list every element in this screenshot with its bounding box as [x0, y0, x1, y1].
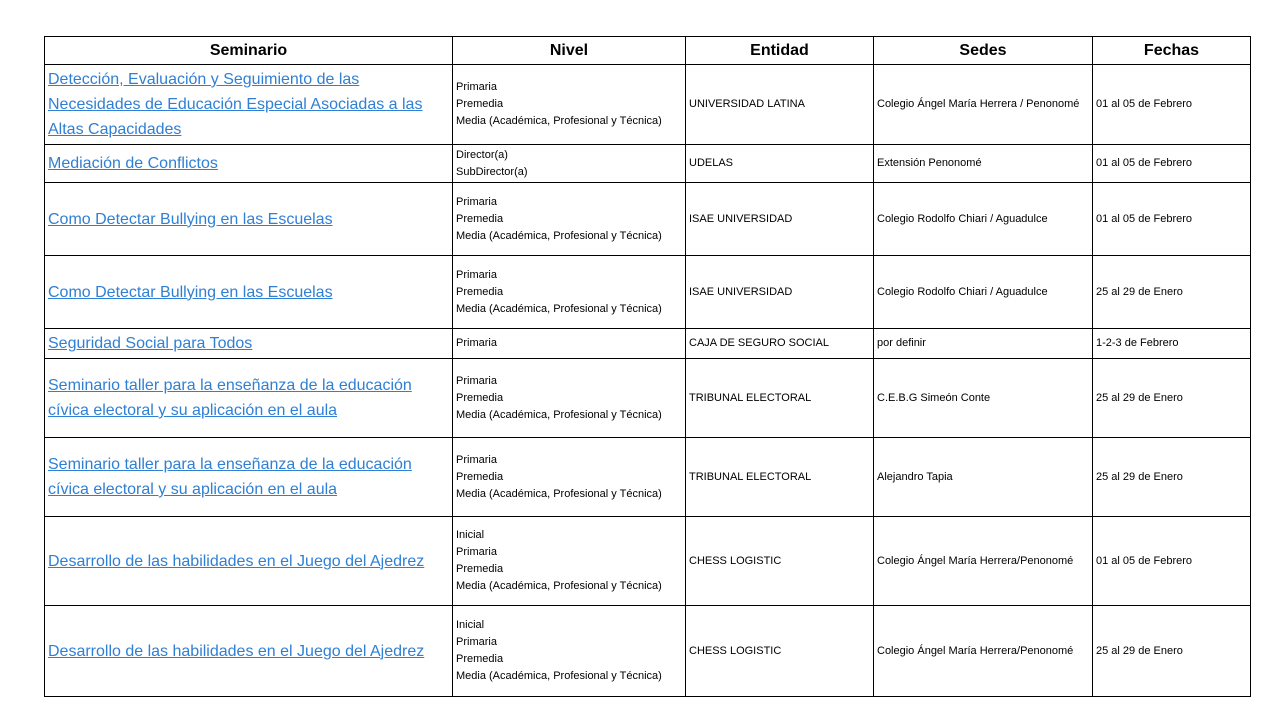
entidad-cell: UDELAS	[686, 145, 874, 183]
entidad-cell: CHESS LOGISTIC	[686, 606, 874, 697]
table-row	[45, 359, 1251, 438]
nivel-item: Media (Académica, Profesional y Técnica)	[456, 580, 662, 592]
seminario-link[interactable]: Detección, Evaluación y Seguimiento de las Necesidades de Educación Especial Asociadas a las Altas Capacidades	[48, 71, 423, 138]
nivel-item: Primaria	[456, 81, 497, 93]
seminario-cell	[45, 517, 453, 606]
header-entidad: Entidad	[686, 37, 874, 65]
seminario-link[interactable]: Seminario taller para la enseñanza de la educación cívica electoral y su aplicación en el aula	[48, 377, 412, 419]
sede-cell: Colegio Ángel María Herrera / Penonomé	[874, 65, 1093, 145]
sede-cell: Colegio Ángel María Herrera/Penonomé	[874, 606, 1093, 697]
fecha-cell: 25 al 29 de Enero	[1093, 359, 1251, 438]
entidad-cell: UNIVERSIDAD LATINA	[686, 65, 874, 145]
seminario-cell	[45, 438, 453, 517]
seminario-cell	[45, 183, 453, 256]
seminario-link[interactable]: Como Detectar Bullying en las Escuelas	[48, 283, 333, 301]
nivel-item: Premedia	[456, 653, 504, 665]
header-fechas: Fechas	[1093, 37, 1251, 65]
fecha-cell: 01 al 05 de Febrero	[1093, 517, 1251, 606]
sede-cell: por definir	[874, 329, 1093, 359]
sede-cell: Colegio Rodolfo Chiari / Aguadulce	[874, 183, 1093, 256]
nivel-item: Inicial	[456, 619, 485, 631]
table-row	[45, 65, 1251, 145]
seminario-link[interactable]: Mediación de Conflictos	[48, 155, 218, 172]
header-sedes: Sedes	[874, 37, 1093, 65]
nivel-item: Primaria	[456, 453, 497, 466]
table-row	[45, 517, 1251, 606]
nivel-cell	[453, 145, 686, 183]
seminario-link[interactable]: Desarrollo de las habilidades en el Juego del Ajedrez	[48, 642, 425, 660]
entidad-cell: TRIBUNAL ELECTORAL	[686, 359, 874, 438]
nivel-cell	[453, 329, 686, 359]
entidad-cell: CHESS LOGISTIC	[686, 517, 874, 606]
nivel-item: Primaria	[456, 195, 497, 208]
seminario-cell	[45, 65, 453, 145]
nivel-item: Primaria	[456, 546, 497, 558]
nivel-item: Primaria	[456, 268, 497, 281]
fecha-cell: 25 al 29 de Enero	[1093, 256, 1251, 329]
fecha-cell: 01 al 05 de Febrero	[1093, 183, 1251, 256]
nivel-cell	[453, 517, 686, 606]
nivel-item: Media (Académica, Profesional y Técnica)	[456, 115, 662, 127]
nivel-cell	[453, 256, 686, 329]
entidad-cell: TRIBUNAL ELECTORAL	[686, 438, 874, 517]
nivel-item: SubDirector(a)	[456, 165, 528, 178]
seminario-cell	[45, 145, 453, 183]
seminario-cell	[45, 359, 453, 438]
nivel-cell	[453, 183, 686, 256]
nivel-cell	[453, 606, 686, 697]
nivel-cell	[453, 438, 686, 517]
nivel-item: Premedia	[456, 212, 504, 225]
header-nivel: Nivel	[453, 37, 686, 65]
seminario-link[interactable]: Seguridad Social para Todos	[48, 335, 253, 352]
fecha-cell: 01 al 05 de Febrero	[1093, 65, 1251, 145]
entidad-cell: ISAE UNIVERSIDAD	[686, 256, 874, 329]
fecha-cell: 1-2-3 de Febrero	[1093, 329, 1251, 359]
nivel-item: Media (Académica, Profesional y Técnica)	[456, 670, 662, 682]
entidad-cell: CAJA DE SEGURO SOCIAL	[686, 329, 874, 359]
nivel-item: Primaria	[456, 374, 497, 387]
table-row	[45, 606, 1251, 697]
nivel-item: Media (Académica, Profesional y Técnica)	[456, 487, 662, 500]
sede-cell: Colegio Ángel María Herrera/Penonomé	[874, 517, 1093, 606]
sede-cell: Alejandro Tapia	[874, 438, 1093, 517]
seminario-cell	[45, 329, 453, 359]
header-seminario: Seminario	[45, 37, 453, 65]
table-row	[45, 256, 1251, 329]
nivel-item: Premedia	[456, 563, 504, 575]
seminar-table	[44, 36, 1251, 697]
nivel-item: Primaria	[456, 337, 497, 349]
table-row	[45, 183, 1251, 256]
sede-cell: Colegio Rodolfo Chiari / Aguadulce	[874, 256, 1093, 329]
seminario-link[interactable]: Como Detectar Bullying en las Escuelas	[48, 210, 333, 228]
seminario-link[interactable]: Seminario taller para la enseñanza de la educación cívica electoral y su aplicación en el aula	[48, 456, 412, 498]
table-row	[45, 145, 1251, 183]
seminario-link[interactable]: Desarrollo de las habilidades en el Juego del Ajedrez	[48, 552, 425, 570]
nivel-item: Premedia	[456, 391, 504, 404]
nivel-item: Director(a)	[456, 148, 508, 161]
table-body	[45, 65, 1251, 697]
seminario-cell	[45, 606, 453, 697]
seminario-cell	[45, 256, 453, 329]
nivel-cell	[453, 359, 686, 438]
nivel-item: Premedia	[456, 98, 504, 110]
nivel-item: Media (Académica, Profesional y Técnica)	[456, 229, 662, 242]
sede-cell: Extensión Penonomé	[874, 145, 1093, 183]
header-row	[45, 37, 1251, 65]
nivel-item: Premedia	[456, 285, 504, 298]
nivel-item: Inicial	[456, 529, 485, 541]
nivel-item: Media (Académica, Profesional y Técnica)	[456, 408, 662, 421]
fecha-cell: 25 al 29 de Enero	[1093, 606, 1251, 697]
sede-cell: C.E.B.G Simeón Conte	[874, 359, 1093, 438]
table-row	[45, 329, 1251, 359]
fecha-cell: 25 al 29 de Enero	[1093, 438, 1251, 517]
fecha-cell: 01 al 05 de Febrero	[1093, 145, 1251, 183]
nivel-item: Media (Académica, Profesional y Técnica)	[456, 302, 662, 315]
nivel-item: Primaria	[456, 636, 497, 648]
nivel-item: Premedia	[456, 470, 504, 483]
table-row	[45, 438, 1251, 517]
entidad-cell: ISAE UNIVERSIDAD	[686, 183, 874, 256]
nivel-cell	[453, 65, 686, 145]
